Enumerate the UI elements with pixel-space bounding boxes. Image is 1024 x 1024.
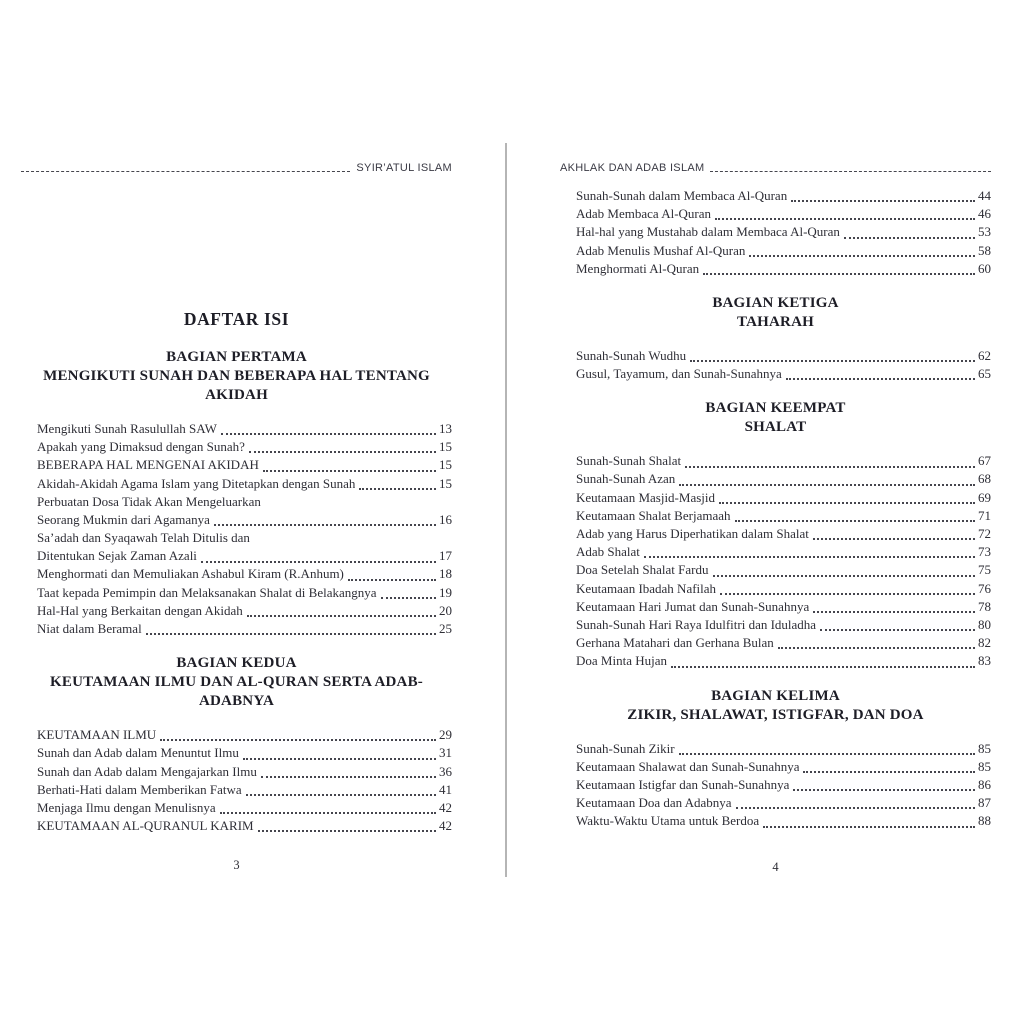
dot-leader [715, 218, 975, 220]
entry-label: Perbuatan Dosa Tidak Akan Mengeluarkan [37, 493, 261, 509]
entry-page-number: 58 [978, 242, 991, 258]
dot-leader [221, 433, 436, 435]
toc-entry [560, 205, 991, 223]
dot-leader [735, 520, 976, 522]
entry-page-number: 15 [439, 457, 452, 473]
entry-label: Seorang Mukmin dari Agamanya [37, 511, 210, 527]
toc-entry [560, 812, 991, 830]
section-heading-line: AKIDAH [205, 387, 268, 403]
entry-page-number: 76 [978, 580, 991, 596]
entry-label: Adab Menulis Mushaf Al-Quran [576, 242, 746, 258]
toc-section [560, 399, 991, 670]
dot-leader [261, 776, 436, 778]
entry-page-number: 72 [978, 526, 991, 542]
toc-entry [21, 529, 452, 547]
toc-entry [21, 511, 452, 529]
entry-label: Sunah-Sunah Zikir [576, 740, 675, 756]
entry-page-number: 71 [978, 507, 991, 523]
toc-entry [560, 543, 991, 561]
entry-label: Keutamaan Istigfar dan Sunah-Sunahnya [576, 776, 790, 792]
dot-leader [736, 807, 975, 809]
dot-leader [243, 758, 436, 760]
dot-leader [778, 647, 975, 649]
entry-list [21, 726, 452, 835]
entry-label: Menjaga Ilmu dengan Menulisnya [37, 799, 216, 815]
entry-page-number: 36 [439, 763, 452, 779]
dot-leader [813, 538, 975, 540]
left-running-head [21, 160, 452, 176]
right-running-head [560, 160, 991, 176]
page-gutter-divider [505, 143, 507, 877]
entry-page-number: 41 [439, 781, 452, 797]
entry-label: Hal-hal yang Mustahab dalam Membaca Al-Quran [576, 224, 840, 240]
toc-entry [560, 242, 991, 260]
section-heading-line: BAGIAN KELIMA [711, 687, 840, 704]
dot-leader [348, 579, 436, 581]
dot-leader [803, 771, 975, 773]
entry-page-number: 80 [978, 616, 991, 632]
entry-page-number: 85 [978, 758, 991, 774]
entry-page-number: 42 [439, 799, 452, 815]
entry-label: Waktu-Waktu Utama untuk Berdoa [576, 813, 760, 829]
entry-page-number: 67 [978, 453, 991, 469]
dot-leader [844, 237, 975, 239]
section-heading [560, 294, 991, 332]
toc-entry [560, 223, 991, 241]
toc-entry [560, 365, 991, 383]
dot-leader [685, 466, 975, 468]
section-heading-line: BAGIAN KETIGA [712, 294, 839, 311]
toc-entry [560, 598, 991, 616]
entry-label: Niat dalam Beramal [37, 621, 142, 637]
entry-label: KEUTAMAAN AL-QURANUL KARIM [37, 818, 254, 834]
dot-leader [791, 200, 975, 202]
entry-page-number: 17 [439, 548, 452, 564]
section-heading-line: BAGIAN KEEMPAT [705, 400, 846, 417]
entry-page-number: 69 [978, 489, 991, 505]
dot-leader [671, 666, 975, 668]
dashed-rule [710, 171, 991, 172]
entry-page-number: 25 [439, 621, 452, 637]
entry-page-number: 78 [978, 598, 991, 614]
entry-page-number: 60 [978, 260, 991, 276]
dot-leader [201, 561, 436, 563]
entry-page-number: 15 [439, 439, 452, 455]
entry-label: Gusul, Tayamum, dan Sunah-Sunahnya [576, 366, 782, 382]
entry-page-number: 82 [978, 635, 991, 651]
entry-page-number: 62 [978, 347, 991, 363]
entry-page-number: 83 [978, 653, 991, 669]
toc-entry [21, 781, 452, 799]
entry-label: Doa Minta Hujan [576, 653, 667, 669]
toc-section [560, 294, 991, 383]
entry-label: KEUTAMAAN ILMU [37, 727, 157, 743]
toc-section [560, 687, 991, 831]
toc-entry [560, 347, 991, 365]
dot-leader [644, 556, 975, 558]
dot-leader [713, 575, 976, 577]
dot-leader [249, 451, 436, 453]
entry-page-number: 88 [978, 813, 991, 829]
entry-label: BEBERAPA HAL MENGENAI AKIDAH [37, 457, 259, 473]
entry-page-number: 20 [439, 602, 452, 618]
dot-leader [679, 484, 975, 486]
entry-label: Ditentukan Sejak Zaman Azali [37, 548, 197, 564]
dot-leader [160, 739, 436, 741]
dot-leader [258, 830, 436, 832]
toc-entry [21, 493, 452, 511]
dot-leader [793, 789, 975, 791]
toc-entry [560, 634, 991, 652]
entry-page-number: 46 [978, 206, 991, 222]
entry-label: Sunah-Sunah Azan [576, 471, 676, 487]
entry-page-number: 31 [439, 745, 452, 761]
left-running-head-label: SYIR’ATUL ISLAM [356, 162, 452, 174]
section-heading-line: TAHARAH [737, 313, 814, 330]
section-heading [560, 687, 991, 725]
entry-list [560, 347, 991, 383]
dot-leader [220, 812, 436, 814]
entry-label: Adab Shalat [576, 544, 640, 560]
section-heading-line: BAGIAN PERTAMA [166, 349, 307, 365]
entry-page-number: 19 [439, 584, 452, 600]
toc-entry [21, 584, 452, 602]
dot-leader [690, 360, 975, 362]
dot-leader [381, 597, 436, 599]
toc-entry [21, 799, 452, 817]
entry-page-number: 75 [978, 562, 991, 578]
toc-entry [560, 794, 991, 812]
left-folio-page-number: 3 [233, 858, 240, 872]
toc-entry [21, 438, 452, 456]
section-heading-line: SHALAT [744, 419, 807, 436]
entry-label: Sunah-Sunah Wudhu [576, 347, 687, 363]
entry-label: Keutamaan Doa dan Adabnya [576, 795, 732, 811]
toc-entry [21, 620, 452, 638]
entry-label: Keutamaan Masjid-Masjid [576, 489, 715, 505]
toc-entry [21, 475, 452, 493]
toc-entry [21, 547, 452, 565]
entry-page-number: 29 [439, 727, 452, 743]
entry-list [560, 187, 991, 278]
toc-entry [560, 187, 991, 205]
toc-section [560, 187, 991, 278]
entry-page-number: 85 [978, 740, 991, 756]
entry-label: Sa’adah dan Syaqawah Telah Ditulis dan [37, 530, 250, 546]
toc-title: DAFTAR ISI [183, 309, 290, 329]
dot-leader [146, 633, 436, 635]
entry-label: Akidah-Akidah Agama Islam yang Ditetapkan dengan Sunah [37, 475, 356, 491]
entry-page-number: 15 [439, 475, 452, 491]
entry-page-number: 73 [978, 544, 991, 560]
section-heading-line: KEUTAMAAN ILMU DAN AL-QURAN SERTA ADAB- [50, 674, 423, 691]
entry-page-number: 53 [978, 224, 991, 240]
entry-label: Sunah dan Adab dalam Mengajarkan Ilmu [37, 763, 257, 779]
entry-page-number: 16 [439, 511, 452, 527]
toc-entry [21, 420, 452, 438]
section-heading-line: ZIKIR, SHALAWAT, ISTIGFAR, DAN DOA [627, 706, 924, 723]
entry-page-number: 42 [439, 818, 452, 834]
section-heading-line: BAGIAN KEDUA [176, 655, 297, 672]
dot-leader [359, 488, 436, 490]
toc-entry [21, 817, 452, 835]
entry-label: Sunah-Sunah dalam Membaca Al-Quran [576, 187, 788, 203]
dot-leader [679, 753, 975, 755]
entry-page-number: 86 [978, 776, 991, 792]
toc-entry [560, 580, 991, 598]
section-heading [560, 399, 991, 437]
dot-leader [719, 502, 975, 504]
toc-entry [21, 726, 452, 744]
toc-entry [560, 776, 991, 794]
dot-leader [263, 470, 436, 472]
right-running-head-label: AKHLAK DAN ADAB ISLAM [560, 162, 705, 174]
toc-entry [21, 744, 452, 762]
section-heading-line: ADABNYA [198, 693, 275, 710]
entry-label: Keutamaan Ibadah Nafilah [576, 580, 717, 596]
dot-leader [820, 629, 975, 631]
entry-label: Hal-Hal yang Berkaitan dengan Akidah [37, 602, 243, 618]
dot-leader [786, 378, 975, 380]
toc-entry [21, 602, 452, 620]
entry-label: Menghormati Al-Quran [576, 260, 700, 276]
entry-label: Taat kepada Pemimpin dan Melaksanakan Shalat di Belakangnya [37, 584, 377, 600]
entry-label: Menghormati dan Memuliakan Ashabul Kiram (R.Anhum) [37, 566, 344, 582]
dashed-rule [21, 171, 350, 172]
entry-label: Doa Setelah Shalat Fardu [576, 562, 709, 578]
section-heading-line: MENGIKUTI SUNAH DAN BEBERAPA HAL TENTANG [43, 368, 430, 384]
toc-entry [560, 471, 991, 489]
toc-entry [560, 507, 991, 525]
toc-entry [560, 525, 991, 543]
dot-leader [703, 273, 975, 275]
right-folio-page-number: 4 [772, 860, 779, 874]
toc-section [21, 348, 452, 638]
toc-entry [21, 456, 452, 474]
dot-leader [214, 524, 436, 526]
entry-page-number: 65 [978, 366, 991, 382]
entry-label: Apakah yang Dimaksud dengan Sunah? [37, 439, 245, 455]
entry-label: Keutamaan Shalat Berjamaah [576, 507, 731, 523]
toc-section [21, 654, 452, 835]
toc-entry [560, 616, 991, 634]
section-heading [21, 654, 452, 711]
toc-entry [560, 652, 991, 670]
dot-leader [749, 255, 975, 257]
entry-label: Sunah-Sunah Hari Raya Idulfitri dan Iduladha [576, 616, 817, 632]
entry-page-number: 87 [978, 795, 991, 811]
entry-label: Keutamaan Shalawat dan Sunah-Sunahnya [576, 758, 800, 774]
entry-page-number: 44 [978, 187, 991, 203]
entry-label: Gerhana Matahari dan Gerhana Bulan [576, 635, 774, 651]
dot-leader [813, 611, 975, 613]
entry-label: Mengikuti Sunah Rasulullah SAW [37, 420, 217, 436]
toc-entry [560, 561, 991, 579]
entry-label: Sunah-Sunah Shalat [576, 453, 682, 469]
dot-leader [763, 826, 975, 828]
left-page-toc [21, 309, 452, 835]
entry-label: Berhati-Hati dalam Memberikan Fatwa [37, 781, 242, 797]
dot-leader [247, 615, 436, 617]
toc-entry [560, 758, 991, 776]
entry-list [21, 420, 452, 638]
toc-entry [560, 260, 991, 278]
entry-list [560, 740, 991, 831]
right-page-toc [560, 187, 991, 831]
entry-label: Sunah dan Adab dalam Menuntut Ilmu [37, 745, 239, 761]
dot-leader [246, 794, 436, 796]
toc-entry [560, 452, 991, 470]
toc-entry [21, 566, 452, 584]
entry-label: Adab yang Harus Diperhatikan dalam Shalat [576, 526, 809, 542]
entry-label: Keutamaan Hari Jumat dan Sunah-Sunahnya [576, 598, 810, 614]
entry-page-number: 18 [439, 566, 452, 582]
section-heading [21, 348, 452, 405]
toc-entry [560, 489, 991, 507]
entry-page-number: 13 [439, 420, 452, 436]
toc-entry [560, 740, 991, 758]
entry-page-number: 68 [978, 471, 991, 487]
entry-list [560, 452, 991, 670]
dot-leader [720, 593, 975, 595]
entry-label: Adab Membaca Al-Quran [576, 206, 712, 222]
toc-entry [21, 763, 452, 781]
